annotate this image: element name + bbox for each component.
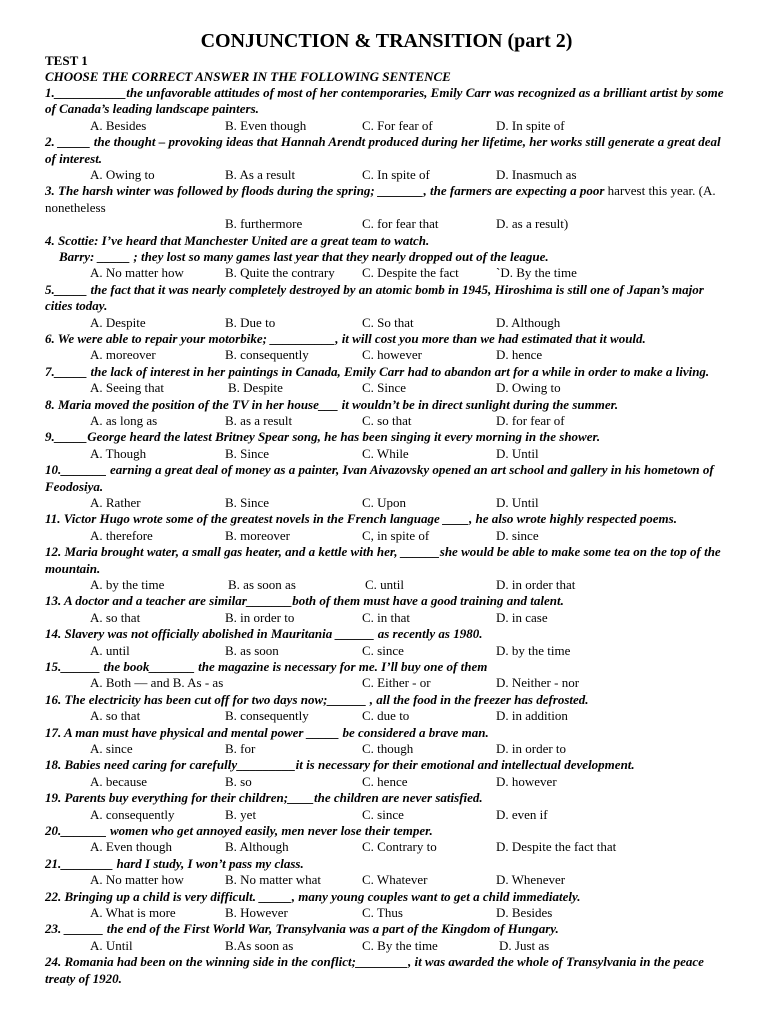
options-1 xyxy=(45,118,728,134)
option-a: A. Besides xyxy=(90,117,147,133)
question-3 xyxy=(45,183,728,216)
options-17 xyxy=(45,741,728,757)
option-a: A. consequently xyxy=(90,806,175,822)
options-8 xyxy=(45,413,728,429)
option-b: B. consequently xyxy=(225,347,309,363)
option-a: A. so that xyxy=(90,609,141,625)
option-a: A. until xyxy=(90,642,130,658)
option-a: A. therefore xyxy=(90,527,153,543)
question-14: 14. Slavery was not officially abolished in Mauritania ______ as recently as 1980. xyxy=(45,626,483,642)
option-b: B. No matter what xyxy=(225,872,322,888)
options-2 xyxy=(45,167,728,183)
option-a: A. Seeing that xyxy=(90,380,165,396)
option-c: C. Thus xyxy=(362,904,403,920)
option-b: B. for xyxy=(225,741,256,756)
option-a: A. Rather xyxy=(90,495,141,511)
option-a: A. Until xyxy=(90,937,133,953)
option-d: D. Although xyxy=(496,314,561,330)
options-5 xyxy=(45,315,728,331)
options-15 xyxy=(45,675,728,691)
options-20 xyxy=(45,839,728,855)
question-13: 13. A doctor and a teacher are similar_______both of them must have a good training and talent. xyxy=(45,593,564,609)
option-d: D. Until xyxy=(496,495,539,511)
option-b: B.As soon as xyxy=(225,937,294,953)
option-c: C. for fear that xyxy=(362,216,439,232)
question-21: 21.________ hard I study, I won’t pass my class. xyxy=(45,855,304,871)
option-c: C. So that xyxy=(362,314,414,330)
option-d: D. however xyxy=(496,773,557,789)
option-d: D. for fear of xyxy=(496,413,565,429)
options-3 xyxy=(45,216,728,232)
options-19 xyxy=(45,807,728,823)
option-b: B. as soon xyxy=(225,642,279,658)
option-d: D. Neither - nor xyxy=(496,675,580,691)
option-d: D. Despite the fact that xyxy=(496,839,617,855)
options-11 xyxy=(45,528,728,544)
options-21 xyxy=(45,872,728,888)
options-6 xyxy=(45,347,728,363)
question-15: 15.______ the book_______ the magazine is necessary for me. I’ll buy one of them xyxy=(45,659,488,674)
option-b: B. Due to xyxy=(225,314,276,330)
option-b: B. Despite xyxy=(228,380,283,396)
option-d: D. Whenever xyxy=(496,872,566,888)
option-c: C. in that xyxy=(362,609,411,625)
option-b: B. yet xyxy=(225,806,257,822)
option-a: A. moreover xyxy=(90,347,156,363)
option-b: B. furthermore xyxy=(225,216,303,232)
option-a: A. Owing to xyxy=(90,167,155,183)
option-d: D. in case xyxy=(496,609,548,625)
option-b: B. Since xyxy=(225,445,270,461)
option-c: C. Whatever xyxy=(362,872,428,888)
options-10 xyxy=(45,495,728,511)
option-d: D. In spite of xyxy=(496,117,565,133)
option-c: C. however xyxy=(362,347,422,363)
option-d: D. Owing to xyxy=(496,380,561,396)
question-4-reply: Barry: _____ ; they lost so many games last year that they nearly dropped out of the league. xyxy=(59,249,549,265)
options-14 xyxy=(45,643,728,659)
question-16: 16. The electricity has been cut off for two days now;______ , all the food in the freezer has defrosted. xyxy=(45,691,589,707)
option-b: B. Even though xyxy=(225,117,307,133)
test-label: TEST 1 xyxy=(45,53,88,68)
option-a: A. What is more xyxy=(90,904,176,920)
option-b: B. Quite the contrary xyxy=(225,265,335,281)
question-8: 8. Maria moved the position of the TV in her house___ it wouldn’t be in direct sunlight during the summer. xyxy=(45,396,619,412)
options-4 xyxy=(45,265,728,281)
option-b: B. Although xyxy=(225,839,289,855)
options-7 xyxy=(45,380,728,396)
option-a: A. Even though xyxy=(90,839,172,855)
option-d: D. Until xyxy=(496,445,539,461)
option-c: C. Despite the fact xyxy=(362,265,459,281)
page-title: CONJUNCTION & TRANSITION (part 2) xyxy=(200,30,573,52)
option-b: B. in order to xyxy=(225,609,295,625)
option-c: C. due to xyxy=(362,708,410,724)
option-c: C. By the time xyxy=(362,937,438,953)
option-a: A. so that xyxy=(90,708,141,724)
question-6: 6. We were able to repair your motorbike; __________, it will cost you more than we had estimated that it would. xyxy=(45,331,646,347)
question-10: 10._______ earning a great deal of money as a painter, Ivan Aivazovsky opened an art school and gallery in his hometown of Feodosiya. xyxy=(45,462,714,494)
option-a: A. No matter how xyxy=(90,872,184,888)
option-c: C. Upon xyxy=(362,495,407,511)
option-b: B. consequently xyxy=(225,708,309,724)
option-d: D. even if xyxy=(496,806,548,822)
option-d: D. in addition xyxy=(496,708,568,724)
option-c: C. While xyxy=(362,445,409,461)
option-c: C. since xyxy=(362,642,404,658)
option-c: C. so that xyxy=(362,413,412,429)
question-4: 4. Scottie: I’ve heard that Manchester United are a great team to watch. xyxy=(45,232,430,248)
option-a: A. No matter how xyxy=(90,265,184,281)
options-9 xyxy=(45,446,728,462)
option-a: A. Though xyxy=(90,445,147,461)
option-b: B. as soon as xyxy=(228,577,296,593)
option-a: A. because xyxy=(90,773,148,789)
option-c: C. though xyxy=(362,741,414,756)
option-c: C. For fear of xyxy=(362,117,433,133)
question-18: 18. Babies need caring for carefully_________it is necessary for their emotional and intellectual development. xyxy=(45,757,635,773)
question-9: 9._____George heard the latest Britney Spear song, he has been singing it every morning in the shower. xyxy=(45,429,601,445)
option-d: `D. By the time xyxy=(496,265,577,281)
option-a: A. Despite xyxy=(90,314,146,330)
instruction: CHOOSE THE CORRECT ANSWER IN THE FOLLOWING SENTENCE xyxy=(45,69,451,84)
option-b: B. so xyxy=(225,773,252,789)
option-a: A. since xyxy=(90,741,133,756)
question-19: 19. Parents buy everything for their children;____the children are never satisfied. xyxy=(45,790,483,806)
question-5: 5._____ the fact that it was nearly completely destroyed by an atomic bomb in 1945, Hiroshima is still one of Japan’s major cities today. xyxy=(45,281,704,314)
option-c: C. In spite of xyxy=(362,167,430,183)
option-d: D. in order that xyxy=(496,577,576,593)
question-23: 23. ______ the end of the First World War, Transylvania was a part of the Kingdom of Hungary. xyxy=(45,921,559,937)
option-b: B. Since xyxy=(225,495,270,511)
option-a: A. by the time xyxy=(90,577,165,593)
question-3-plain: harvest this year. (A. nonetheless xyxy=(45,183,716,215)
option-c: C. since xyxy=(362,806,404,822)
question-24: 24. Romania had been on the winning side in the conflict;________, it was awarded the whole of Transylvania in the peace treaty of 1920. xyxy=(45,954,704,986)
option-d: D. by the time xyxy=(496,642,571,658)
option-d: D. Besides xyxy=(496,904,553,920)
question-7: 7._____ the lack of interest in her paintings in Canada, Emily Carr had to abandon art for a while in order to make a living. xyxy=(45,363,710,379)
option-c: C. Since xyxy=(362,380,407,396)
option-c: C. Either - or xyxy=(362,675,431,691)
options-22 xyxy=(45,905,728,921)
option-c: C. until xyxy=(365,577,405,593)
option-a-b: A. Both — and B. As - as xyxy=(90,675,224,691)
question-12: 12. Maria brought water, a small gas heater, and a kettle with her, ______she would be able to make some tea on the top of the mountain. xyxy=(45,544,721,576)
option-d: D. Inasmuch as xyxy=(496,167,577,183)
option-b: B. as a result xyxy=(225,413,293,429)
question-2: 2. _____ the thought – provoking ideas that Hannah Arendt produced during her lifetime, her works still generate a great deal of interest. xyxy=(45,134,721,166)
option-d: D. in order to xyxy=(496,741,567,756)
question-22: 22. Bringing up a child is very difficult. _____, many young couples want to get a child immediately. xyxy=(45,888,581,904)
option-b: B. As a result xyxy=(225,167,296,183)
option-d: D. hence xyxy=(496,347,543,363)
question-1: 1.___________the unfavorable attitudes of most of her contemporaries, Emily Carr was recognized as a brilliant artist by some of Canada’s leading landscape painters. xyxy=(45,85,724,117)
option-d: D. Just as xyxy=(499,937,550,953)
option-c: C, in spite of xyxy=(362,527,430,543)
option-a: A. as long as xyxy=(90,413,158,429)
options-12 xyxy=(45,577,728,593)
options-16 xyxy=(45,708,728,724)
option-c: C. Contrary to xyxy=(362,839,437,855)
question-20: 20._______ women who get annoyed easily, men never lose their temper. xyxy=(45,822,433,838)
options-13 xyxy=(45,610,728,626)
question-11: 11. Victor Hugo wrote some of the greatest novels in the French language ____, he also wrote highly respected poems. xyxy=(45,511,677,527)
option-d: D. as a result) xyxy=(496,216,569,232)
question-3-bold: 3. The harsh winter was followed by floods during the spring; _______, the farmers are expecting a poor xyxy=(45,183,605,199)
options-18 xyxy=(45,774,728,790)
options-23 xyxy=(45,938,728,954)
option-d: D. since xyxy=(496,527,539,543)
option-b: B. moreover xyxy=(225,527,290,543)
option-b: B. However xyxy=(225,904,288,920)
question-17: 17. A man must have physical and mental power _____ be considered a brave man. xyxy=(45,724,489,740)
option-c: C. hence xyxy=(362,773,408,789)
